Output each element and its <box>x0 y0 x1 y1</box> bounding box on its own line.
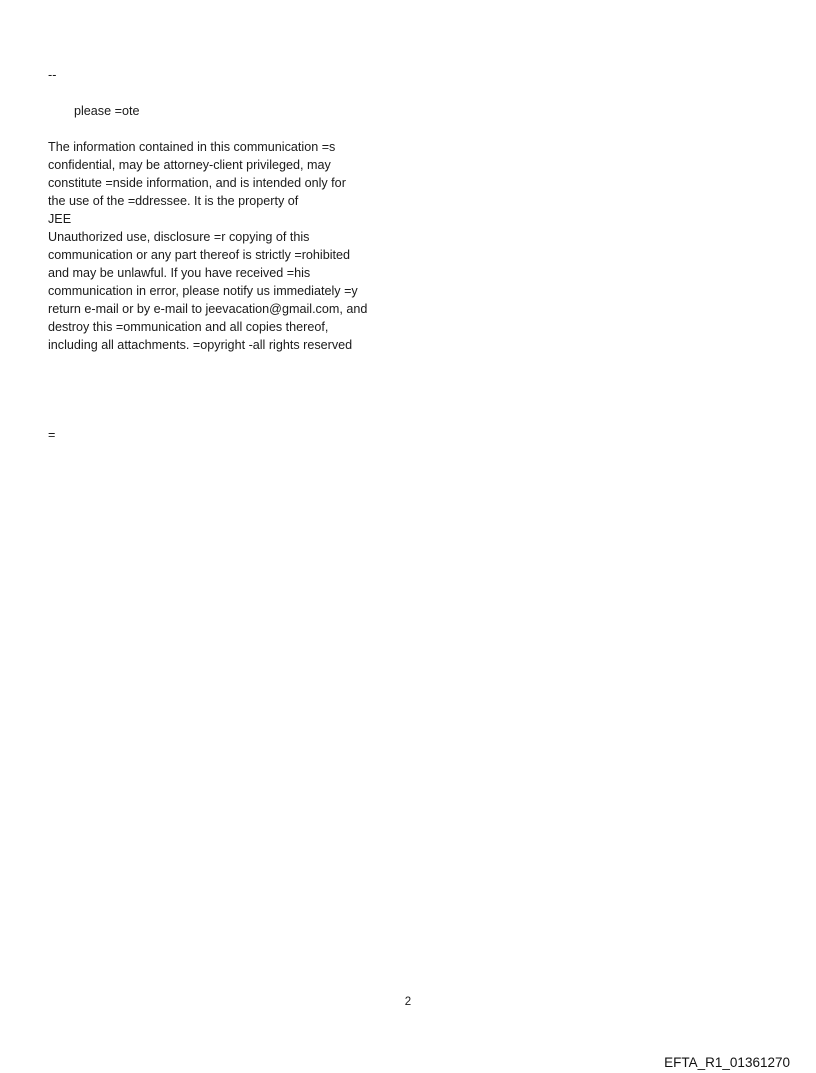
disclaimer-line: the use of the =ddressee. It is the property of <box>48 194 299 208</box>
disclaimer-line: return e-mail or by e-mail to jeevacation@gmail.com, and <box>48 302 368 316</box>
disclaimer-line: including all attachments. =opyright -all rights reserved <box>48 338 353 352</box>
trailer-mark: = <box>48 428 56 442</box>
disclaimer-line: destroy this =ommunication and all copies thereof, <box>48 320 329 334</box>
disclaimer-line: JEE <box>48 212 72 226</box>
document-id: EFTA_R1_01361270 <box>664 1055 790 1070</box>
disclaimer-line: confidential, may be attorney-client privileged, may <box>48 158 331 172</box>
disclaimer-line: and may be unlawful. If you have received =his <box>48 266 311 280</box>
disclaimer-line: Unauthorized use, disclosure =r copying of this <box>48 230 310 244</box>
disclaimer-line: communication or any part thereof is strictly =rohibited <box>48 248 351 262</box>
page-number: 2 <box>404 996 412 1008</box>
note-header: please =ote <box>74 104 140 118</box>
disclaimer-line: constitute =nside information, and is intended only for <box>48 176 346 190</box>
disclaimer-line: communication in error, please notify us immediately =y <box>48 284 358 298</box>
signature-separator: -- <box>48 68 57 82</box>
disclaimer-block <box>48 138 367 354</box>
disclaimer-line: The information contained in this communication =s <box>48 140 336 154</box>
